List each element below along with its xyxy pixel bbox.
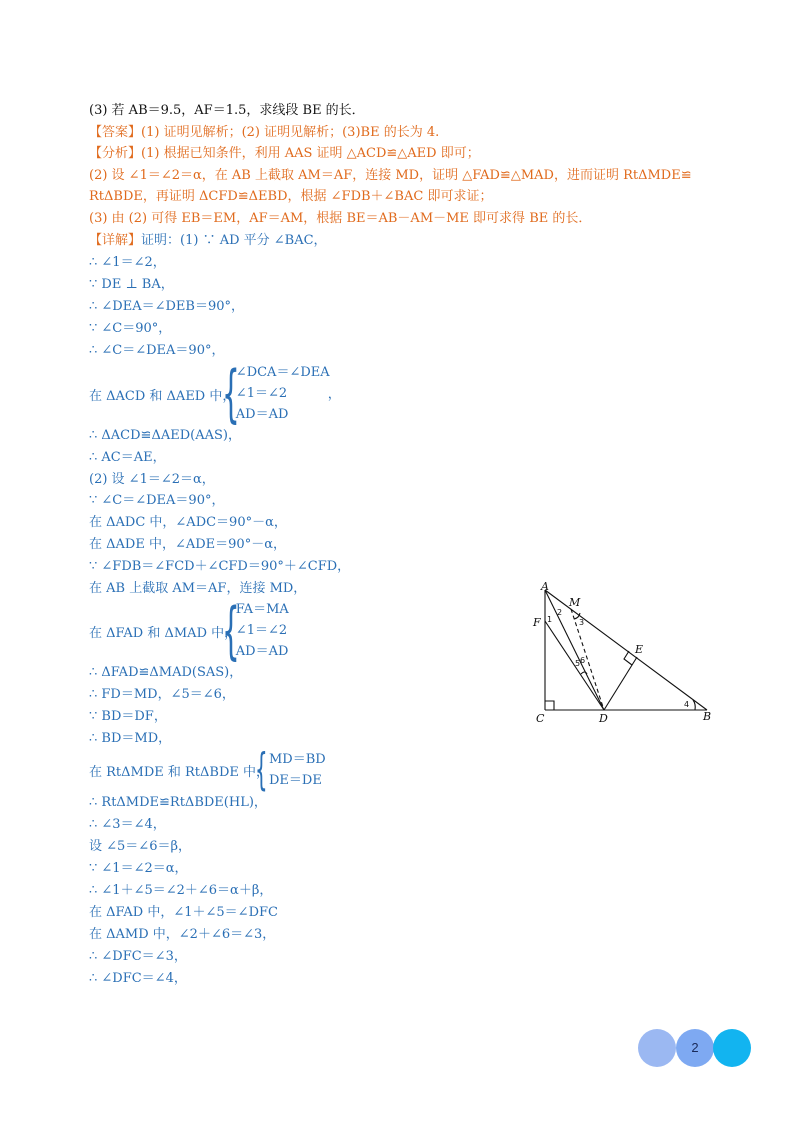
solution-line [89, 124, 439, 142]
system-brace: { [221, 593, 240, 667]
label-M: M [569, 596, 581, 609]
section-tag: 【答案】 [89, 125, 142, 140]
system-equation: DE＝DE [269, 773, 322, 788]
solution-line [89, 536, 286, 554]
label-F: F [533, 616, 541, 629]
equation-system [89, 593, 409, 667]
section-tag: 【分析】 [89, 146, 142, 161]
solution-line [89, 730, 171, 748]
system-brace: { [221, 356, 240, 430]
line-text: RtΔBDE，再证明 ΔCFD≌ΔEBD，根据 ∠FDB＋∠BAC 即可求证； [89, 189, 493, 204]
angle-label-4: 4 [684, 700, 690, 709]
system-equation: ∠DCA＝∠DEA [235, 365, 330, 380]
solution-line [89, 904, 278, 922]
line-text: ∴ ∠DFC＝∠4， [89, 971, 187, 986]
line-text: ∴ ∠1＝∠2， [89, 255, 166, 270]
solution-line [89, 882, 272, 900]
solution-line [89, 167, 692, 185]
line-text: ∴ ∠DEA＝∠DEB＝90°， [89, 299, 244, 314]
line-text: 在 ΔADE 中，∠ADE＝90°－α， [89, 537, 286, 552]
solution-line [89, 254, 166, 272]
line-text: ∵ ∠C＝90°， [89, 321, 172, 336]
line-text: ∴ ΔFAD≌ΔMAD(SAS)， [89, 665, 243, 680]
solution-line [89, 298, 244, 316]
line-text: 设 ∠5＝∠6＝β， [89, 839, 191, 854]
equation-system [89, 356, 409, 430]
line-text: ∴ ∠DFC＝∠3， [89, 949, 187, 964]
system-lead-text: 在 RtΔMDE 和 RtΔBDE 中， [89, 765, 270, 780]
system-equation: ∠1＝∠2 [235, 623, 288, 638]
angle-label-1: 1 [547, 615, 553, 624]
angle-label-6: 6 [580, 656, 586, 665]
label-D: D [599, 712, 608, 725]
line-text: 在 ΔFAD 中，∠1＋∠5＝∠DFC [89, 905, 278, 920]
line-text: ∵ BD＝DF， [89, 709, 167, 724]
system-equation: MD＝BD [269, 752, 326, 767]
label-C: C [536, 712, 545, 725]
line-text: ∵ ∠C＝∠DEA＝90°， [89, 493, 225, 508]
system-lead-text: 在 ΔFAD 和 ΔMAD 中， [89, 625, 238, 641]
right-angle-C [545, 701, 554, 710]
solution-line [89, 102, 365, 120]
line-text: ∴ AC＝AE， [89, 450, 166, 465]
page-number: 2 [691, 1040, 699, 1055]
system-trail: ， [327, 386, 341, 402]
page-circle-left [638, 1029, 676, 1067]
solution-line [89, 492, 224, 510]
line-text: ∵ DE ⊥ BA， [89, 277, 174, 292]
line-text: 在 ΔADC 中，∠ADC＝90°－α， [89, 515, 287, 530]
line-text: ∴ ∠3＝∠4， [89, 817, 166, 832]
section-tag: 【详解】 [89, 233, 142, 248]
angle-label-2: 2 [557, 608, 563, 617]
line-text: ∵ ∠FDB＝∠FCD＋∠CFD＝90°＋∠CFD， [89, 559, 351, 574]
solution-line [89, 708, 167, 726]
solution-line [89, 145, 480, 163]
page-circle-right [713, 1029, 751, 1067]
segment-DE [604, 657, 637, 710]
line-text: (2) 设 ∠1＝∠2＝α， [89, 472, 215, 487]
line-text: ∴ BD＝MD， [89, 731, 172, 746]
angle-label-5: 5 [575, 659, 581, 668]
line-text: ∴ ∠1＋∠5＝∠2＋∠6＝α＋β， [89, 883, 273, 898]
line-text: ∴ ∠C＝∠DEA＝90°， [89, 343, 225, 358]
system-brace: { [255, 744, 268, 795]
line-text: (3) 由 (2) 可得 EB＝EM，AF＝AM，根据 BE＝AB－AM－ME 即可求得 BE 的长． [89, 211, 592, 226]
line-text: ∵ ∠1＝∠2＝α， [89, 861, 188, 876]
system-lead-text: 在 ΔACD 和 ΔAED 中， [89, 388, 236, 404]
solution-line [89, 320, 171, 338]
line-text: ∴ ΔACD≌ΔAED(AAS)， [89, 428, 241, 443]
solution-line [89, 580, 306, 598]
solution-line [89, 276, 174, 294]
equation-system [89, 744, 409, 795]
solution-line [89, 926, 275, 944]
line-text: (3) 若 AB＝9.5，AF＝1.5，求线段 BE 的长． [89, 103, 365, 118]
solution-line [89, 232, 327, 250]
solution-line [89, 427, 241, 445]
solution-line [89, 970, 187, 988]
line-text: (1) 证明见解析；(2) 证明见解析；(3)BE 的长为 4. [141, 125, 440, 140]
angle-label-3: 3 [579, 618, 585, 627]
solution-line [89, 188, 492, 206]
line-text: (1) 根据已知条件，利用 AAS 证明 △ACD≌△AED 即可； [141, 146, 480, 161]
line-text: (2) 设 ∠1＝∠2＝α，在 AB 上截取 AM＝AF，连接 MD，证明 △FAD≌△MAD，进而证明 RtΔMDE≌ [89, 168, 692, 183]
line-text: ∴ RtΔMDE≌RtΔBDE(HL)， [89, 795, 267, 810]
solution-line [89, 449, 166, 467]
solution-line [89, 514, 287, 532]
line-text: 在 ΔAMD 中，∠2＋∠6＝∠3， [89, 927, 276, 942]
solution-line [89, 794, 267, 812]
line-text: ∴ FD＝MD，∠5＝∠6， [89, 687, 235, 702]
label-B: B [703, 710, 712, 723]
solution-line [89, 471, 215, 489]
solution-line [89, 860, 188, 878]
geometry-figure [525, 582, 735, 732]
line-text: 证明：(1) ∵ AD 平分 ∠BAC， [141, 233, 327, 248]
solution-line [89, 838, 191, 856]
system-equation: FA＝MA [235, 602, 289, 617]
solution-line [89, 816, 166, 834]
solution-line [89, 664, 242, 682]
solution-line [89, 558, 350, 576]
system-equation: AD＝AD [235, 407, 289, 422]
solution-line [89, 342, 224, 360]
label-E: E [635, 643, 644, 656]
solution-line [89, 948, 187, 966]
system-equation: AD＝AD [235, 644, 289, 659]
system-equation: ∠1＝∠2 [235, 386, 288, 401]
label-A: A [541, 582, 549, 593]
solution-line [89, 210, 591, 228]
solution-line [89, 686, 235, 704]
line-text: 在 AB 上截取 AM＝AF，连接 MD， [89, 581, 307, 596]
